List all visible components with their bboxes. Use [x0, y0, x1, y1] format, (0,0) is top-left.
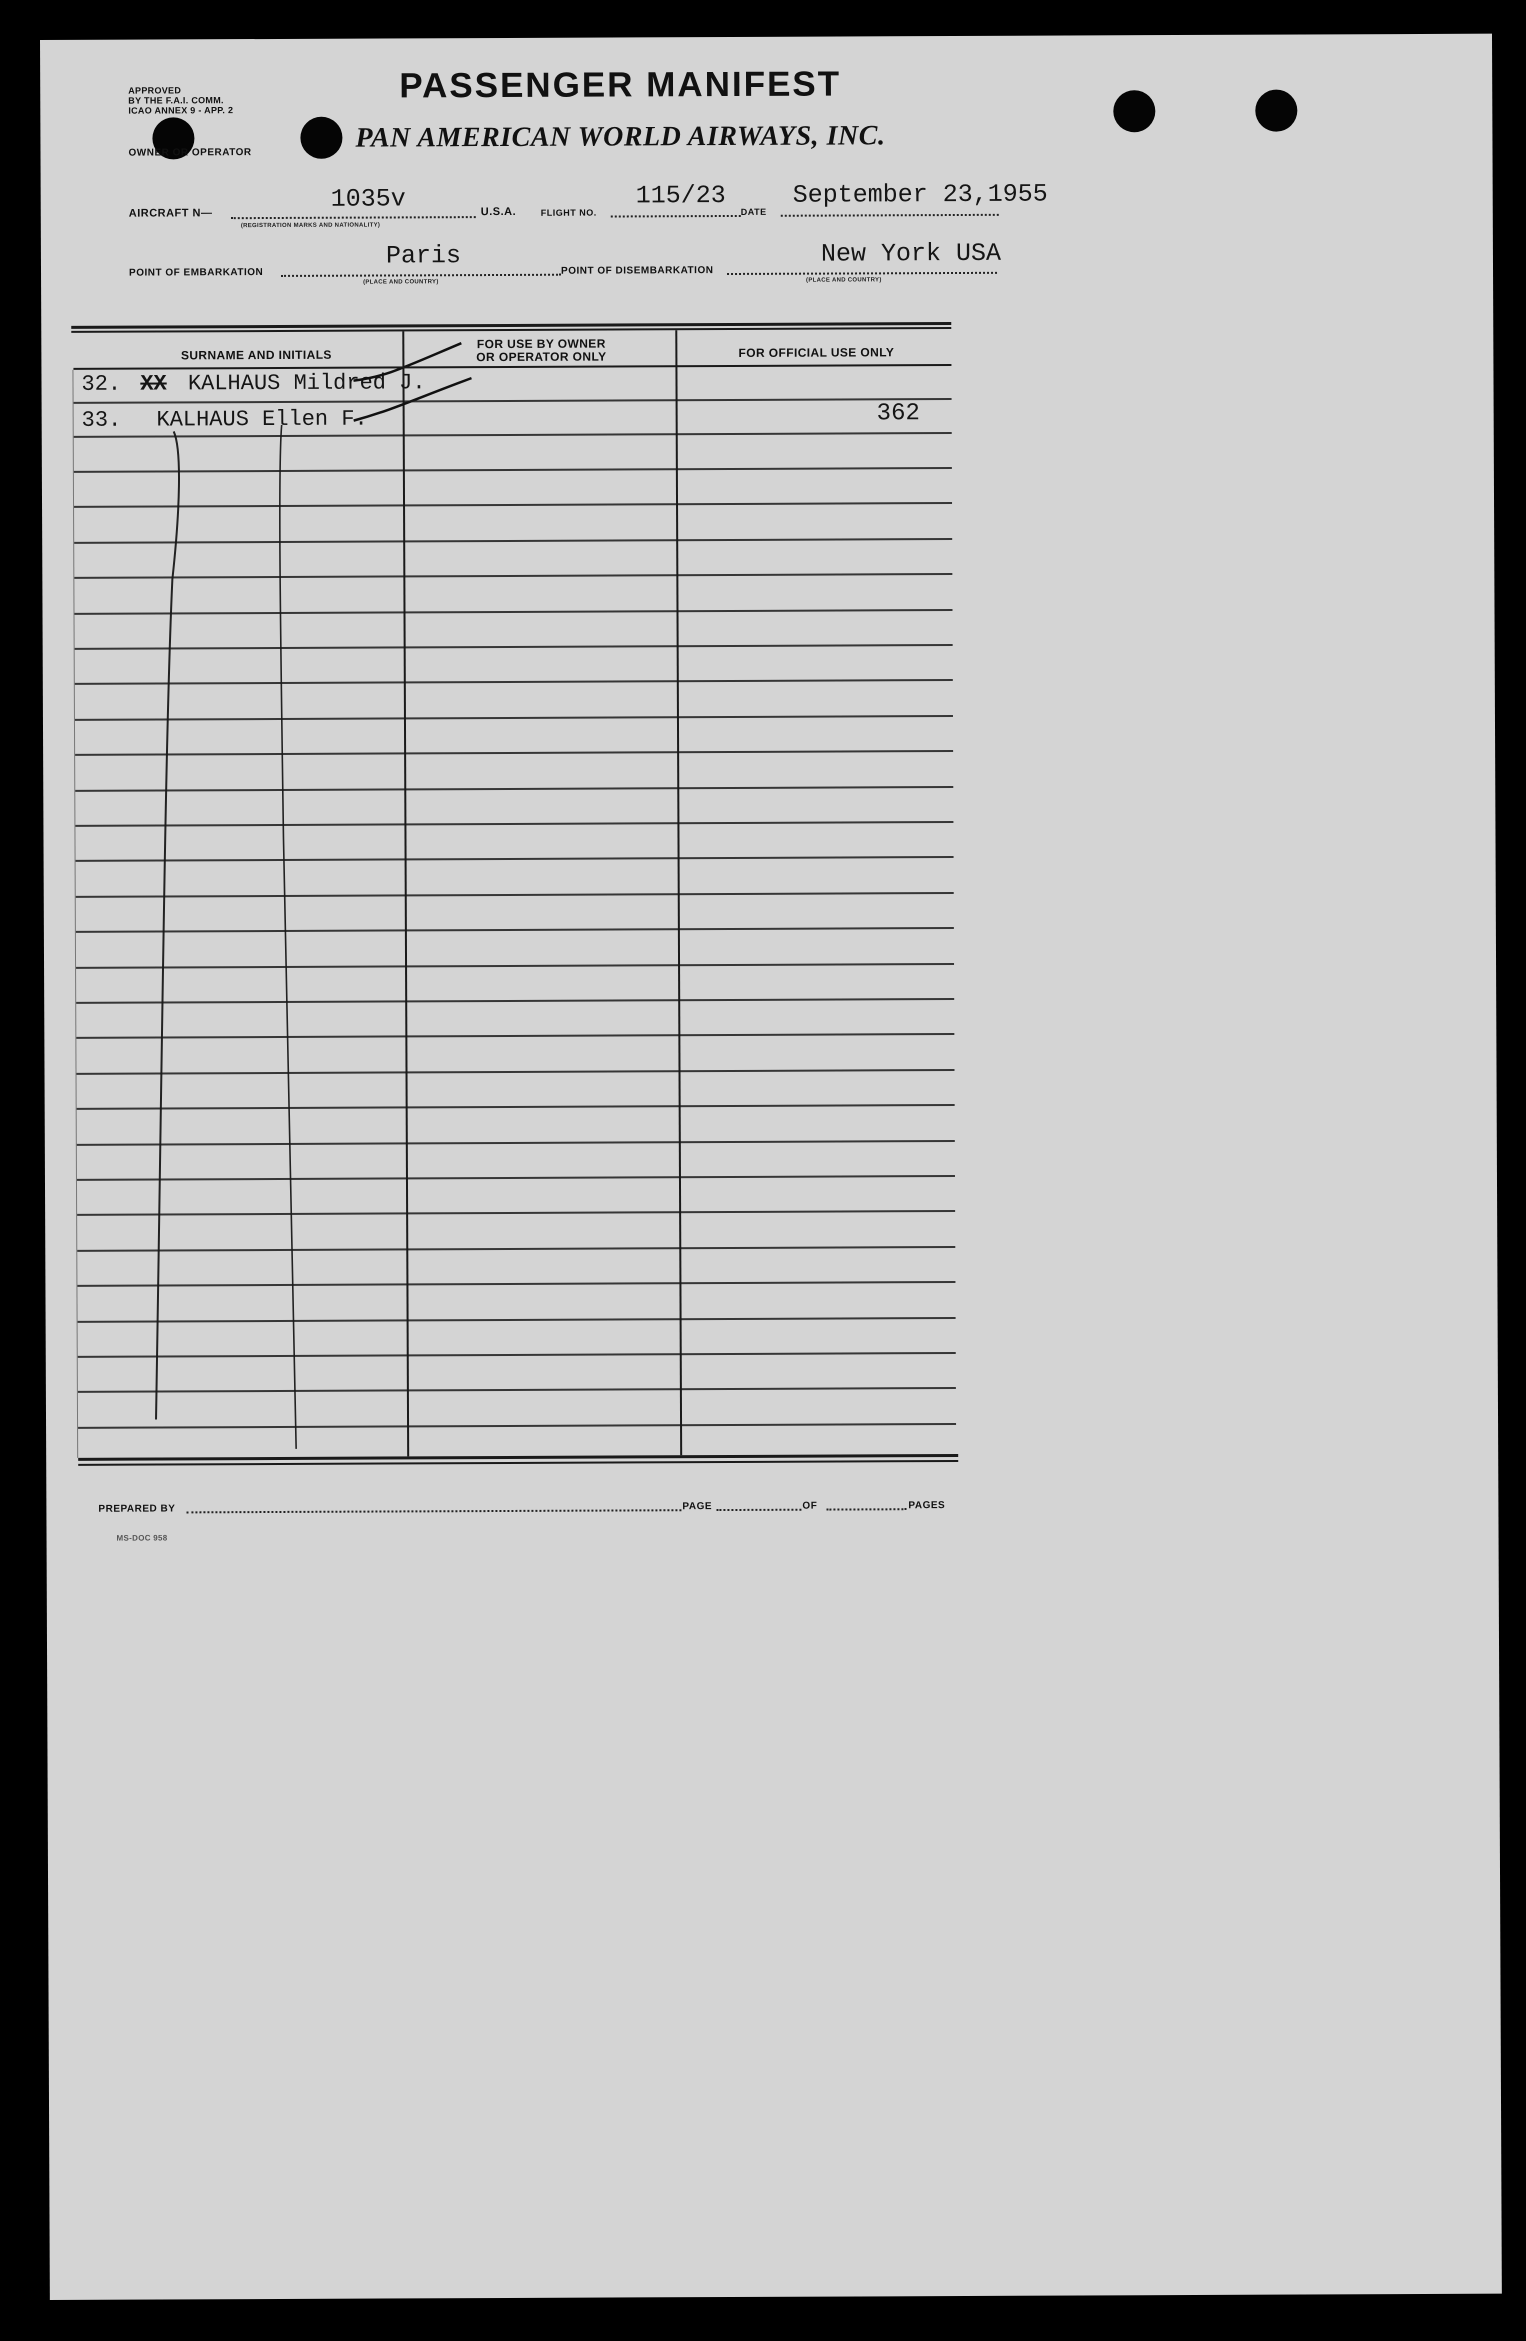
col-header-owner-line-2: OR OPERATOR ONLY — [476, 349, 607, 365]
pen-stroke-right — [279, 425, 296, 1449]
approval-line-2: BY THE F.A.I. COMM. — [128, 95, 224, 106]
embarkation-caption: (PLACE AND COUNTRY) — [363, 279, 439, 286]
form-number: MS-DOC 958 — [116, 1533, 168, 1543]
disembarkation-caption: (PLACE AND COUNTRY) — [806, 277, 882, 284]
official-number-33: 362 — [876, 400, 920, 428]
passenger-number: 33. — [81, 407, 122, 433]
passenger-number: 32. — [81, 371, 122, 397]
disembarkation-value: New York USA — [820, 238, 1002, 269]
date-value: September 23,1955 — [792, 179, 1048, 210]
aircraft-value: 1035v — [330, 184, 406, 214]
punch-hole-right-2 — [1255, 90, 1297, 132]
check-mark-32 — [353, 343, 461, 380]
pages-label: PAGES — [908, 1500, 946, 1512]
passenger-name: KALHAUS Ellen F. — [156, 406, 368, 433]
flight-value: 115/23 — [635, 181, 726, 211]
page-title: PASSENGER MANIFEST — [399, 64, 842, 106]
embarkation-label: POINT OF EMBARKATION — [128, 267, 264, 279]
prepared-by-label: PREPARED BY — [98, 1503, 176, 1515]
of-label: OF — [802, 1500, 818, 1512]
struck-text: XX — [140, 371, 167, 397]
passenger-name: KALHAUS Mildred J. — [187, 370, 426, 397]
embarkation-value: Paris — [385, 241, 462, 271]
date-label: DATE — [740, 206, 767, 217]
punch-hole-right-1 — [1113, 90, 1155, 132]
aircraft-label: AIRCRAFT N— — [128, 207, 213, 220]
approval-line-1: APPROVED — [128, 85, 182, 96]
company-name: PAN AMERICAN WORLD AIRWAYS, INC. — [355, 120, 886, 154]
disembarkation-label: POINT OF DISEMBARKATION — [560, 265, 714, 277]
col-header-name: SURNAME AND INITIALS — [180, 347, 332, 363]
manifest-sheet — [40, 34, 1502, 2300]
pen-stroke-left — [152, 431, 183, 1419]
col-header-owner-line-1: FOR USE BY OWNER — [476, 336, 606, 352]
usa-label: U.S.A. — [480, 205, 517, 219]
owner-label: OWNER OR OPERATOR — [128, 147, 252, 159]
col-header-official: FOR OFFICIAL USE ONLY — [738, 345, 895, 360]
flight-label: FLIGHT NO. — [540, 207, 597, 218]
aircraft-caption: (REGISTRATION MARKS AND NATIONALITY) — [240, 222, 381, 230]
approval-line-3: ICAO ANNEX 9 - APP. 2 — [128, 105, 234, 116]
of-line — [826, 1508, 906, 1510]
page-line — [716, 1509, 801, 1511]
page-label: PAGE — [682, 1501, 713, 1513]
